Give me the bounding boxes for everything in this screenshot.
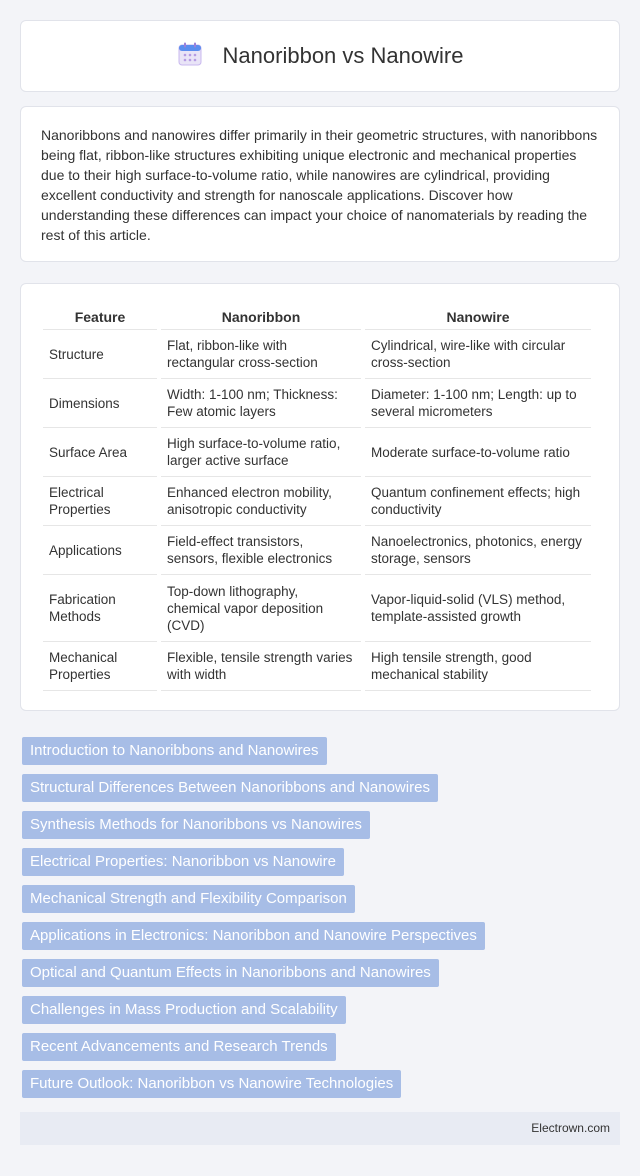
header-nanowire: Nanowire	[365, 304, 591, 330]
header-feature: Feature	[43, 304, 157, 330]
comparison-table-card	[20, 283, 620, 711]
intro-card	[20, 106, 620, 262]
table-cell: Enhanced electron mobility, anisotropic conductivity	[161, 477, 361, 526]
related-link[interactable]: Future Outlook: Nanoribbon vs Nanowire Technologies	[22, 1070, 401, 1098]
table-cell: Surface Area	[43, 428, 157, 477]
table-cell: Electrical Properties	[43, 477, 157, 526]
table-cell: Mechanical Properties	[43, 642, 157, 691]
table-cell: Flat, ribbon-like with rectangular cross-section	[161, 330, 361, 379]
table-cell: Vapor-liquid-solid (VLS) method, template-assisted growth	[365, 575, 591, 642]
table-cell: Nanoelectronics, photonics, energy storage, sensors	[365, 526, 591, 575]
table-row	[43, 526, 591, 575]
related-link[interactable]: Optical and Quantum Effects in Nanoribbons and Nanowires	[22, 959, 439, 987]
related-link[interactable]: Applications in Electronics: Nanoribbon and Nanowire Perspectives	[22, 922, 485, 950]
related-link[interactable]: Mechanical Strength and Flexibility Comparison	[22, 885, 355, 913]
related-link[interactable]: Challenges in Mass Production and Scalability	[22, 996, 346, 1024]
intro-text: Nanoribbons and nanowires differ primarily in their geometric structures, with nanoribbons being flat, ribbon-like structures exhibiting unique electronic and mechanical properties due to their high surface-to-volume ratio, while nanowires are cylindrical, providing excellent conductivity and strength for nanoscale applications. Discover how understanding these differences can impact your choice of nanomaterials by reading the rest of this article.	[41, 127, 598, 243]
table-header-row	[43, 304, 591, 330]
table-cell: Top-down lithography, chemical vapor deposition (CVD)	[161, 575, 361, 642]
table-cell: Cylindrical, wire-like with circular cross-section	[365, 330, 591, 379]
calendar-icon	[177, 41, 203, 72]
related-link[interactable]: Introduction to Nanoribbons and Nanowires	[22, 737, 327, 765]
header-card	[20, 20, 620, 92]
table-row	[43, 428, 591, 477]
table-cell: High surface-to-volume ratio, larger active surface	[161, 428, 361, 477]
table-row	[43, 330, 591, 379]
table-row	[43, 575, 591, 642]
table-row	[43, 379, 591, 428]
table-cell: Structure	[43, 330, 157, 379]
related-link[interactable]: Recent Advancements and Research Trends	[22, 1033, 336, 1061]
table-cell: Dimensions	[43, 379, 157, 428]
table-cell: Field-effect transistors, sensors, flexible electronics	[161, 526, 361, 575]
table-cell: Diameter: 1-100 nm; Length: up to several micrometers	[365, 379, 591, 428]
table-cell: High tensile strength, good mechanical stability	[365, 642, 591, 691]
page-title: Nanoribbon vs Nanowire	[222, 43, 464, 68]
comparison-table	[39, 304, 595, 691]
related-link[interactable]: Electrical Properties: Nanoribbon vs Nanowire	[22, 848, 344, 876]
table-cell: Fabrication Methods	[43, 575, 157, 642]
related-links	[22, 737, 622, 1107]
table-cell: Width: 1-100 nm; Thickness: Few atomic layers	[161, 379, 361, 428]
table-row	[43, 642, 591, 691]
table-row	[43, 477, 591, 526]
footer	[20, 1112, 620, 1145]
footer-brand[interactable]: Electrown.com	[531, 1121, 610, 1135]
related-link[interactable]: Synthesis Methods for Nanoribbons vs Nanowires	[22, 811, 370, 839]
table-cell: Moderate surface-to-volume ratio	[365, 428, 591, 477]
header-nanoribbon: Nanoribbon	[161, 304, 361, 330]
table-cell: Applications	[43, 526, 157, 575]
table-cell: Quantum confinement effects; high conductivity	[365, 477, 591, 526]
related-link[interactable]: Structural Differences Between Nanoribbons and Nanowires	[22, 774, 438, 802]
table-cell: Flexible, tensile strength varies with width	[161, 642, 361, 691]
